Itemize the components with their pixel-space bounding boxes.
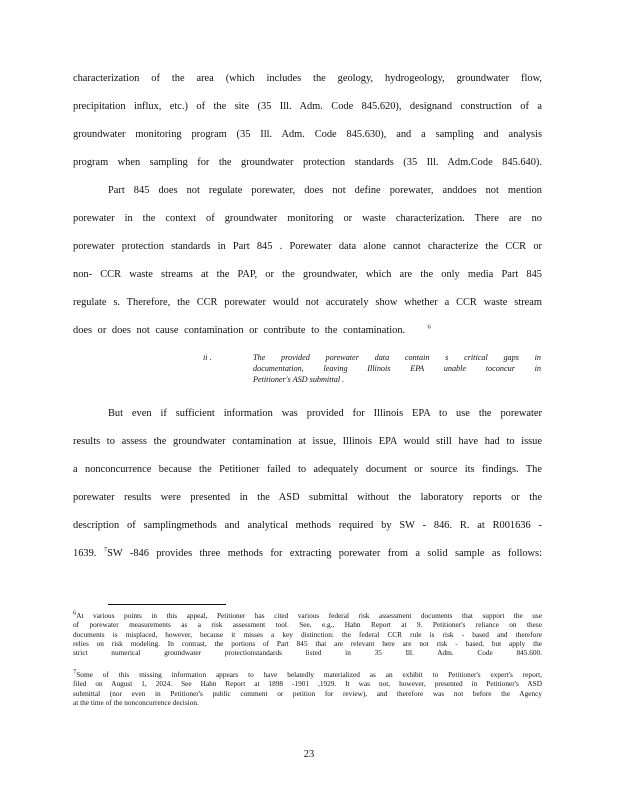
footnote-line: filed on August 1, 2024. See Hahn Report at 1898 -1901 ,1929. It was not, however, presented in Petitioner's ASD xyxy=(73,679,542,689)
body-line xyxy=(73,547,542,561)
body-line: description of samplingmethods and analytical methods required by SW - 846. R. at R001636 - xyxy=(73,520,542,531)
heading-line: The provided porewater data contain s critical gaps in xyxy=(253,353,541,362)
body-line: regulate s. Therefore, the CCR porewater would not accurately show whether a CCR waste stream xyxy=(73,297,542,308)
body-line xyxy=(73,324,542,338)
body-line: porewater in the context of groundwater monitoring or waste characterization. There are no xyxy=(73,213,542,224)
body-line: characterization of the area (which includes the geology, hydrogeology, groundwater flow, xyxy=(73,73,542,84)
body-line: non- CCR waste streams at the PAP, or the groundwater, which are the only media Part 845 xyxy=(73,269,542,280)
footnote-7 xyxy=(73,670,542,707)
heading-number: ii . xyxy=(203,353,212,362)
body-line: Part 845 does not regulate porewater, does not define porewater, anddoes not mention xyxy=(108,185,542,196)
body-line: precipitation influx, etc.) of the site (35 Ill. Adm. Code 845.620), designand construction of a xyxy=(73,101,542,112)
footnote-ref-6[interactable]: 6 xyxy=(427,323,431,331)
footnote-line: submittal (nor even in Petitioner's public comment or petition for review), and therefore was not before the Agency xyxy=(73,688,542,698)
footnote-line: relies on risk modeling. In contrast, the portions of Part 845 that are relevant here are not risk - based, but apply the xyxy=(73,638,542,648)
footnote-line xyxy=(73,670,542,679)
heading-line: documentation, leaving Illinois EPA unable toconcur in xyxy=(253,364,541,373)
footnote-line: strict numerical groundwater protectionstandards listed in 35 Ill. Adm. Code 845.600. xyxy=(73,648,542,658)
body-line-text: SW -846 provides three methods for extracting porewater from a solid sample as follows: xyxy=(107,548,542,559)
body-line: porewater protection standards in Part 845 . Porewater data alone cannot characterize the CCR or xyxy=(73,241,542,252)
body-line-text: does or does not cause contamination or contribute to the contamination. xyxy=(73,325,406,336)
footnote-line: documents is misplaced, however, because it misses a key distinction: the federal CCR rule is risk - based and therefore xyxy=(73,629,542,639)
footnote-line: of porewater measurements as a risk assessment tool. See, e.g., Hahn Report at 9. Petitioner's reliance on these xyxy=(73,620,542,630)
body-line: a nonconcurrence because the Petitioner failed to adequately document or source its findings. The xyxy=(73,464,542,475)
footnote-line: at the time of the nonconcurrence decision. xyxy=(73,697,199,707)
heading-text xyxy=(253,352,541,385)
footnote-text: At various points in this appeal, Petitioner has cited various federal risk assessment documents that support the use xyxy=(76,611,542,620)
body-line-text: 1639. xyxy=(73,548,97,559)
footnote-separator xyxy=(108,604,226,605)
body-line: groundwater monitoring program (35 Ill. Adm. Code 845.630), and a sampling and analysis xyxy=(73,129,542,140)
footnote-text: Some of this missing information appears to have belatedly materialized as an exhibit to Petitioner's expert's report, xyxy=(76,670,542,679)
body-line: But even if sufficient information was provided for Illinois EPA to use the porewater xyxy=(108,408,542,419)
body-line: program when sampling for the groundwater protection standards (35 Ill. Adm.Code 845.640). xyxy=(73,157,542,168)
footnote-ref-7[interactable]: 7 xyxy=(103,546,108,554)
heading-line: Petitioner's ASD submittal . xyxy=(253,375,345,384)
page-number: 23 xyxy=(303,749,315,760)
body-line: results to assess the groundwater contamination at issue, Illinois EPA would still have had to issue xyxy=(73,436,542,447)
footnote-marker: 6 xyxy=(73,609,77,617)
footnote-line xyxy=(73,611,542,620)
body-line: porewater results were presented in the ASD submittal without the laboratory reports or the xyxy=(73,492,542,503)
footnote-6 xyxy=(73,611,542,657)
footnote-marker: 7 xyxy=(73,668,77,676)
